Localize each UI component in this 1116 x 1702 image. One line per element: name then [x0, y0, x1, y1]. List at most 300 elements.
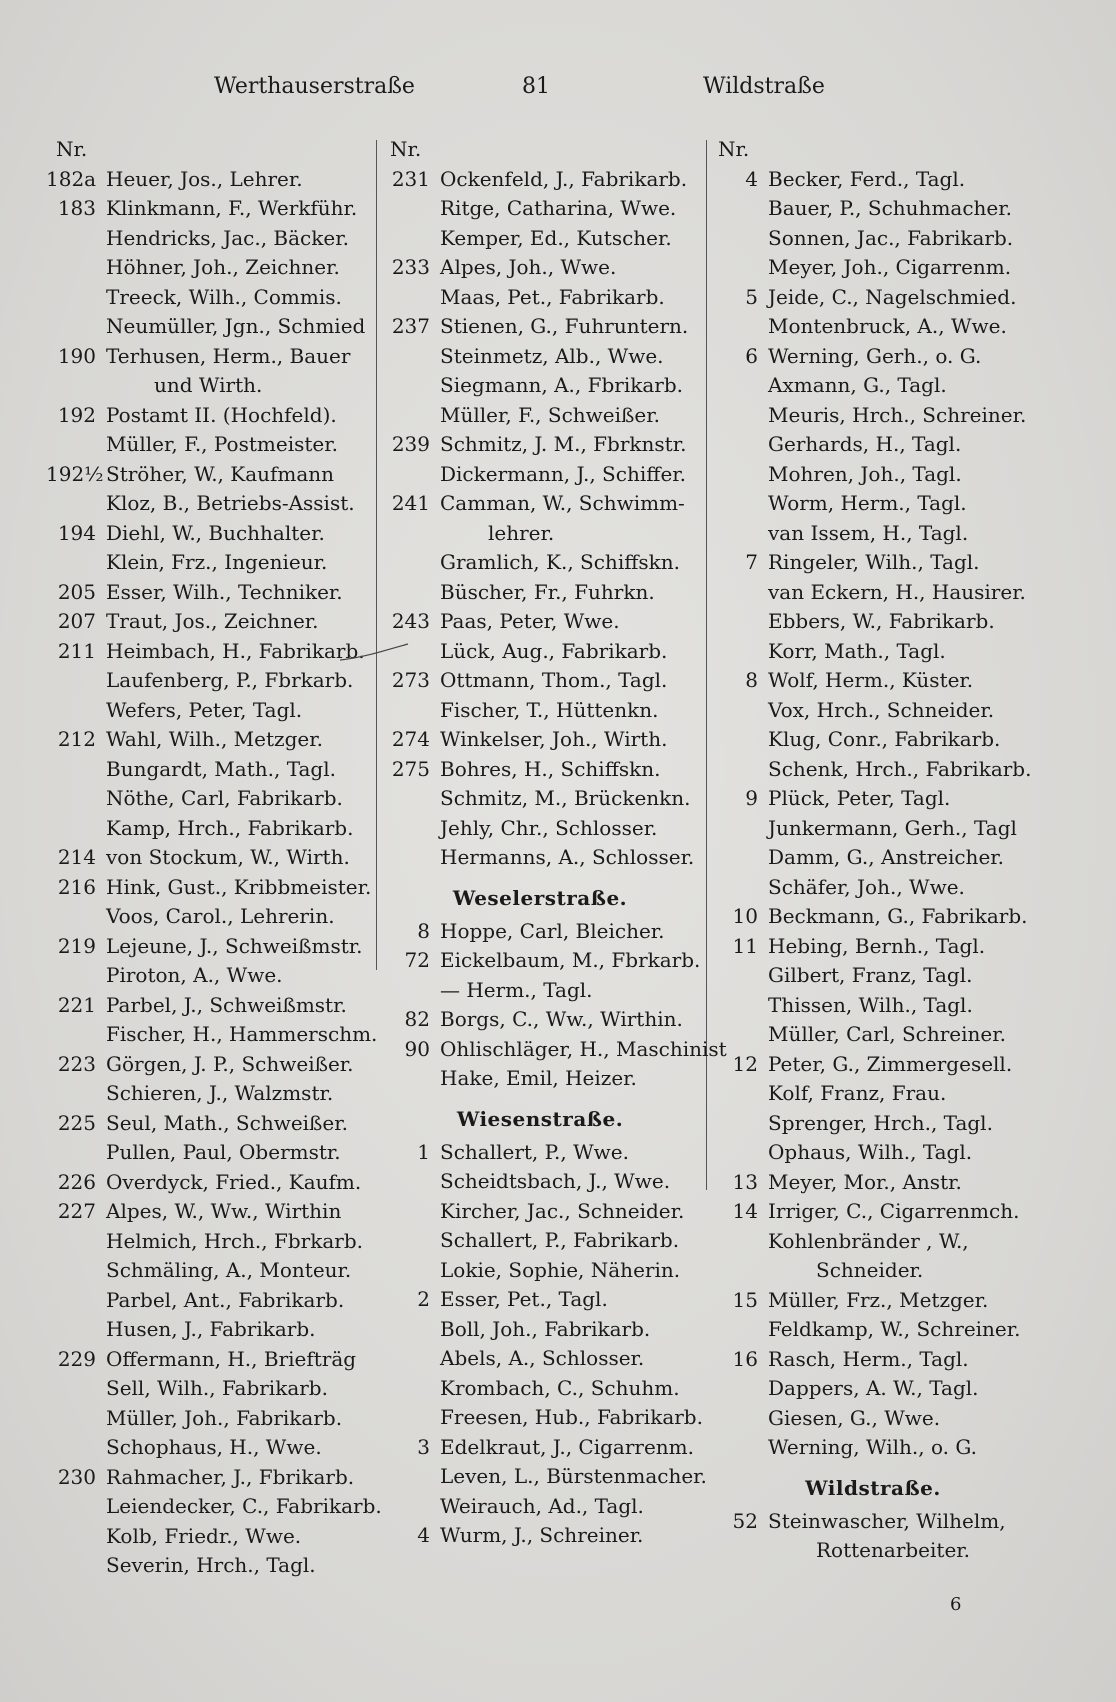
directory-entry [46, 1050, 376, 1080]
directory-entry [708, 607, 1038, 637]
resident-entry: Helmich, Hrch., Fbrkarb. [106, 1228, 363, 1253]
house-number [708, 725, 768, 755]
directory-entry [380, 342, 700, 372]
header-street-left: Werthauserstraße [214, 74, 415, 99]
resident-entry: Hendricks, Jac., Bäcker. [106, 225, 349, 250]
house-number: 5 [745, 284, 758, 309]
house-number: 229 [57, 1346, 96, 1371]
house-number [46, 224, 106, 254]
house-number [708, 1227, 768, 1257]
house-number: 231 [391, 166, 430, 191]
house-number: 183 [57, 196, 96, 220]
resident-entry: Kohlenbränder , W., [768, 1228, 969, 1253]
resident-entry: Seul, Math., Schweißer. [106, 1110, 348, 1135]
house-number: 3 [417, 1434, 430, 1459]
directory-entry [708, 1197, 1038, 1227]
directory-entry [46, 991, 376, 1021]
directory-entry [380, 224, 700, 254]
house-number [46, 696, 106, 726]
directory-entry [708, 1227, 1038, 1257]
resident-entry: Klein, Frz., Ingenieur. [106, 550, 328, 574]
directory-entry [46, 283, 376, 313]
house-number [708, 873, 768, 903]
directory-entry [708, 843, 1038, 873]
directory-entry [708, 1315, 1038, 1345]
resident-entry: Heimbach, H., Fabrikarb. [106, 638, 365, 663]
resident-entry: Lück, Aug., Fabrikarb. [440, 638, 668, 663]
house-number [46, 1374, 106, 1404]
directory-entry [46, 165, 376, 195]
resident-entry: Wahl, Wilh., Metzger. [106, 727, 323, 751]
directory-entry [708, 932, 1038, 962]
resident-entry: Scheidtsbach, J., Wwe. [440, 1169, 671, 1193]
house-number [708, 696, 768, 726]
resident-entry: Offermann, H., Briefträg [106, 1346, 357, 1371]
house-number [708, 1433, 768, 1463]
resident-entry: Klug, Conr., Fabrikarb. [768, 727, 1001, 751]
directory-entry [46, 1020, 376, 1050]
house-number [46, 1256, 106, 1286]
resident-entry: Alpes, W., Ww., Wirthin [106, 1199, 342, 1223]
house-number: 190 [57, 343, 96, 368]
resident-entry: Alpes, Joh., Wwe. [440, 255, 617, 279]
directory-entry [708, 873, 1038, 903]
house-number [46, 312, 106, 342]
house-number [708, 607, 768, 637]
house-number: 205 [57, 579, 96, 604]
resident-entry: Müller, F., Postmeister. [106, 432, 338, 456]
house-number [380, 283, 440, 313]
resident-entry: Vox, Hrch., Schneider. [768, 697, 995, 722]
resident-entry: Dickermann, J., Schiffer. [440, 461, 686, 486]
resident-entry: Krombach, C., Schuhm. [440, 1375, 680, 1400]
resident-entry: Leven, L., Bürstenmacher. [440, 1464, 707, 1488]
house-number [708, 1536, 768, 1566]
resident-entry: lehrer. [488, 520, 555, 545]
resident-entry: Schneider. [816, 1258, 924, 1282]
directory-entry [46, 312, 376, 342]
resident-entry: Esser, Pet., Tagl. [440, 1287, 608, 1311]
directory-entry [46, 1551, 376, 1581]
directory-entry [380, 194, 700, 224]
column-divider [376, 140, 377, 970]
house-number [380, 342, 440, 372]
directory-entry [708, 253, 1038, 283]
house-number [380, 1492, 440, 1522]
house-number [46, 814, 106, 844]
resident-entry: Meyer, Mor., Anstr. [768, 1169, 962, 1194]
directory-entry [46, 342, 376, 372]
house-number [46, 784, 106, 814]
directory-entry [46, 1109, 376, 1139]
resident-entry: Schmitz, J. M., Fbrknstr. [440, 432, 687, 456]
resident-entry: Siegmann, A., Fbrikarb. [440, 373, 684, 397]
house-number: 192 [57, 402, 96, 427]
house-number [708, 489, 768, 519]
directory-entry [380, 165, 700, 195]
resident-entry: Winkelser, Joh., Wirth. [440, 727, 668, 751]
resident-entry: Kolf, Franz, Frau. [768, 1081, 947, 1105]
house-number: 182a [46, 166, 97, 191]
resident-entry: Gilbert, Franz, Tagl. [768, 963, 973, 987]
directory-entry [708, 1536, 1038, 1566]
house-number: 11 [732, 933, 758, 958]
directory-entry [708, 1256, 1038, 1286]
house-number [708, 224, 768, 254]
column-1 [46, 135, 382, 1581]
resident-entry: Steinwascher, Wilhelm, [768, 1508, 1006, 1533]
directory-entry [708, 460, 1038, 490]
resident-entry: Schmäling, A., Monteur. [106, 1258, 352, 1282]
house-number [46, 253, 106, 283]
column-3 [708, 135, 1038, 1566]
house-number [46, 961, 106, 991]
directory-entry [46, 401, 376, 431]
resident-entry: Hake, Emil, Heizer. [440, 1066, 637, 1090]
resident-entry: Beckmann, G., Fabrikarb. [768, 904, 1028, 928]
directory-entry [380, 401, 700, 431]
resident-entry: Montenbruck, A., Wwe. [768, 314, 1007, 338]
directory-entry [708, 1286, 1038, 1316]
resident-entry: Wolf, Herm., Küster. [768, 668, 974, 692]
directory-entry [380, 1403, 703, 1433]
house-number: 7 [745, 550, 758, 574]
house-number: 219 [57, 933, 96, 958]
resident-entry: Sell, Wilh., Fabrikarb. [106, 1376, 328, 1400]
directory-entry [46, 1256, 376, 1286]
house-number [380, 814, 440, 844]
resident-entry: Dappers, A. W., Tagl. [768, 1376, 979, 1400]
resident-entry: Heuer, Jos., Lehrer. [106, 166, 303, 191]
resident-entry: Junkermann, Gerh., Tagl [768, 815, 1017, 840]
house-number: 2 [417, 1287, 430, 1311]
house-number [46, 283, 106, 313]
house-number [708, 194, 768, 224]
house-number [380, 1226, 440, 1256]
resident-entry: Esser, Wilh., Techniker. [106, 579, 343, 604]
resident-entry: Rasch, Herm., Tagl. [768, 1346, 969, 1371]
resident-entry: Schäfer, Joh., Wwe. [768, 874, 965, 899]
directory-entry [380, 1256, 700, 1286]
resident-entry: Edelkraut, J., Cigarrenm. [440, 1434, 694, 1459]
handwritten-stroke [340, 640, 410, 670]
house-number [380, 548, 440, 578]
nr-column-label: Nr. [56, 137, 88, 161]
resident-entry: Müller, F., Schweißer. [440, 402, 660, 427]
house-number [46, 755, 106, 785]
house-number [380, 1197, 440, 1227]
resident-entry: Sprenger, Hrch., Tagl. [768, 1110, 993, 1135]
resident-entry: Werning, Wilh., o. G. [768, 1435, 977, 1459]
directory-entry [708, 165, 1038, 195]
resident-entry: Ritge, Catharina, Wwe. [440, 196, 677, 220]
resident-entry: Pullen, Paul, Obermstr. [106, 1140, 341, 1164]
house-number: 14 [732, 1199, 758, 1223]
house-number [708, 578, 768, 608]
house-number: 233 [391, 255, 430, 279]
resident-entry: Müller, Carl, Schreiner. [768, 1022, 1006, 1046]
house-number: 16 [732, 1346, 758, 1371]
house-number [708, 1079, 768, 1109]
house-number [380, 1064, 440, 1094]
resident-entry: Irriger, C., Cigarrenmch. [768, 1199, 1020, 1223]
directory-entry [380, 1433, 700, 1463]
directory-entry [708, 283, 1038, 313]
directory-entry [708, 1404, 1038, 1434]
directory-entry [708, 755, 1038, 785]
directory-entry [708, 342, 1038, 372]
section-heading: Wiesenstraße. [456, 1106, 624, 1131]
directory-entry [46, 224, 376, 254]
directory-entry [46, 489, 376, 519]
directory-entry [46, 548, 376, 578]
resident-entry: Voos, Carol., Lehrerin. [106, 904, 335, 928]
house-number: 13 [732, 1169, 758, 1194]
resident-entry: Borgs, C., Ww., Wirthin. [440, 1007, 683, 1031]
house-number [708, 1315, 768, 1345]
resident-entry: Parbel, J., Schweißmstr. [106, 992, 347, 1017]
resident-entry: Hebing, Bernh., Tagl. [768, 933, 986, 958]
directory-entry [380, 253, 700, 283]
directory-entry [708, 430, 1038, 460]
house-number [708, 1404, 768, 1434]
house-number: 8 [745, 668, 758, 692]
house-number [46, 666, 106, 696]
directory-entry [380, 489, 700, 519]
directory-entry [46, 814, 376, 844]
header-street-right: Wildstraße [703, 74, 825, 99]
directory-entry [380, 371, 700, 401]
resident-entry: Klinkmann, F., Werkführ. [106, 196, 358, 220]
resident-entry: Parbel, Ant., Fabrikarb. [106, 1287, 345, 1312]
directory-entry [46, 1197, 376, 1227]
directory-entry [708, 1050, 1038, 1080]
house-number [380, 1167, 440, 1197]
house-number: 6 [745, 343, 758, 368]
directory-entry [380, 976, 700, 1006]
house-number [380, 1403, 440, 1433]
directory-entry [708, 1079, 1038, 1109]
house-number: 226 [57, 1169, 96, 1194]
resident-entry: van Eckern, H., Hausirer. [768, 579, 1026, 604]
directory-entry [46, 1345, 376, 1375]
directory-entry [708, 371, 1038, 401]
directory-entry [380, 1005, 700, 1035]
directory-entry [380, 1374, 700, 1404]
resident-entry: Kolb, Friedr., Wwe. [106, 1523, 302, 1548]
resident-entry: Jehly, Chr., Schlosser. [440, 815, 658, 840]
resident-entry: Leiendecker, C., Fabrikarb. [106, 1494, 382, 1518]
directory-entry [708, 312, 1038, 342]
directory-entry [46, 460, 376, 490]
house-number [380, 1344, 440, 1374]
resident-entry: Müller, Joh., Fabrikarb. [106, 1405, 343, 1430]
resident-entry: Feldkamp, W., Schreiner. [768, 1317, 1021, 1341]
house-number: 274 [391, 727, 430, 751]
resident-entry: Kloz, B., Betriebs-Assist. [106, 491, 355, 515]
house-number: 10 [732, 904, 758, 928]
directory-entry [380, 283, 700, 313]
house-number [46, 1020, 106, 1050]
house-number: 211 [57, 638, 96, 663]
house-number [380, 371, 440, 401]
resident-entry: Bauer, P., Schuhmacher. [768, 196, 1012, 220]
house-number [380, 1374, 440, 1404]
directory-entry [46, 371, 376, 401]
directory-entry [708, 401, 1038, 431]
directory-entry [380, 607, 700, 637]
resident-entry: Kamp, Hrch., Fabrikarb. [106, 815, 354, 840]
directory-entry [46, 1138, 376, 1168]
directory-entry [708, 902, 1038, 932]
directory-entry [708, 814, 1038, 844]
house-number: 243 [391, 609, 430, 633]
house-number [380, 460, 440, 490]
house-number [708, 1020, 768, 1050]
house-number: 227 [57, 1199, 96, 1223]
directory-entry [380, 637, 700, 667]
directory-entry [46, 1404, 376, 1434]
house-number [46, 1079, 106, 1109]
directory-entry [46, 1227, 376, 1257]
resident-entry: Worm, Herm., Tagl. [768, 491, 967, 515]
house-number: 52 [732, 1508, 758, 1533]
resident-entry: Boll, Joh., Fabrikarb. [440, 1316, 651, 1341]
directory-entry [380, 1285, 700, 1315]
column-2 [380, 135, 727, 1551]
resident-entry: Laufenberg, P., Fbrkarb. [106, 668, 354, 692]
directory-entry [46, 902, 376, 932]
directory-entry [46, 578, 376, 608]
house-number [46, 1522, 106, 1552]
directory-entry [708, 489, 1038, 519]
resident-entry: Freesen, Hub., Fabrikarb. [440, 1405, 703, 1429]
house-number: 275 [391, 756, 430, 781]
resident-entry: Husen, J., Fabrikarb. [106, 1317, 316, 1341]
resident-entry: Weirauch, Ad., Tagl. [440, 1493, 644, 1518]
directory-entry [380, 460, 700, 490]
resident-entry: van Issem, H., Tagl. [768, 520, 969, 545]
resident-entry: Gerhards, H., Tagl. [768, 432, 962, 456]
house-number [380, 224, 440, 254]
house-number [380, 1315, 440, 1345]
house-number [46, 1138, 106, 1168]
directory-entry [708, 696, 1038, 726]
resident-entry: Höhner, Joh., Zeichner. [106, 255, 340, 279]
house-number [46, 371, 106, 401]
resident-entry: Lokie, Sophie, Näherin. [440, 1257, 681, 1282]
directory-entry [380, 1344, 700, 1374]
house-number [380, 519, 440, 549]
resident-entry: Severin, Hrch., Tagl. [106, 1553, 316, 1577]
resident-entry: Neumüller, Jgn., Schmied [106, 314, 366, 338]
printer-signature: 6 [950, 1594, 962, 1615]
directory-entry [380, 1521, 700, 1551]
house-number [708, 843, 768, 873]
directory-entry [380, 519, 700, 549]
resident-entry: Stienen, G., Fuhruntern. [440, 314, 689, 338]
directory-entry [380, 666, 700, 696]
house-number [708, 430, 768, 460]
directory-entry [46, 932, 376, 962]
directory-entry [708, 578, 1038, 608]
house-number: 214 [57, 845, 96, 869]
directory-entry [46, 1433, 376, 1463]
house-number: 12 [732, 1051, 758, 1076]
house-number: 212 [57, 727, 96, 751]
resident-entry: Kemper, Ed., Kutscher. [440, 225, 672, 250]
house-number [380, 578, 440, 608]
house-number [380, 784, 440, 814]
house-number: 192½ [46, 461, 104, 486]
resident-entry: Lejeune, J., Schweißmstr. [106, 933, 363, 958]
directory-entry [46, 1463, 376, 1493]
house-number: 221 [57, 992, 96, 1017]
directory-entry [46, 1315, 376, 1345]
resident-entry: Becker, Ferd., Tagl. [768, 166, 966, 191]
resident-entry: Diehl, W., Buchhalter. [106, 520, 325, 545]
resident-entry: Eickelbaum, M., Fbrkarb. [440, 948, 701, 972]
house-number: 223 [57, 1051, 96, 1076]
house-number: 194 [57, 520, 96, 545]
section-heading: Weselerstraße. [452, 885, 628, 910]
resident-entry: Damm, G., Anstreicher. [768, 845, 1004, 869]
directory-entry [380, 312, 700, 342]
directory-entry [380, 1492, 700, 1522]
resident-entry: Rahmacher, J., Fbrikarb. [106, 1464, 355, 1489]
house-number [708, 991, 768, 1021]
resident-entry: Camman, W., Schwimm- [440, 491, 685, 515]
directory-entry [708, 519, 1038, 549]
house-number: 225 [57, 1110, 96, 1135]
directory-entry [380, 917, 700, 947]
directory-entry [380, 1315, 700, 1345]
resident-entry: Bohres, H., Schiffskn. [440, 756, 661, 781]
house-number: 8 [417, 918, 430, 943]
directory-entry [708, 224, 1038, 254]
resident-entry: Schallert, P., Fabrikarb. [440, 1228, 680, 1252]
section-heading: Wildstraße. [805, 1475, 941, 1500]
resident-entry: Hink, Gust., Kribbmeister. [106, 874, 372, 899]
resident-entry: Ringeler, Wilh., Tagl. [768, 550, 980, 574]
directory-entry [708, 1345, 1038, 1375]
directory-entry [708, 784, 1038, 814]
directory-entry [708, 991, 1038, 1021]
directory-entry [708, 725, 1038, 755]
resident-entry: Kircher, Jac., Schneider. [440, 1198, 685, 1223]
directory-entry [380, 1138, 700, 1168]
resident-entry: Büscher, Fr., Fuhrkn. [440, 579, 655, 604]
house-number: 237 [391, 314, 430, 338]
resident-entry: Peter, G., Zimmergesell. [768, 1051, 1013, 1076]
directory-entry [46, 1168, 376, 1198]
directory-entry [46, 696, 376, 726]
house-number: 1 [417, 1139, 430, 1164]
resident-entry: — Herm., Tagl. [440, 977, 593, 1002]
house-number: 241 [391, 491, 430, 515]
house-number [708, 371, 768, 401]
house-number: 230 [57, 1464, 96, 1489]
directory-entry [708, 1138, 1038, 1168]
nr-column-label: Nr. [718, 137, 750, 161]
resident-entry: Gramlich, K., Schiffskn. [440, 550, 681, 574]
directory-entry [46, 607, 376, 637]
resident-entry: Paas, Peter, Wwe. [440, 609, 620, 633]
directory-entry [46, 784, 376, 814]
house-number [46, 1315, 106, 1345]
directory-entry [46, 430, 376, 460]
directory-entry [708, 548, 1038, 578]
